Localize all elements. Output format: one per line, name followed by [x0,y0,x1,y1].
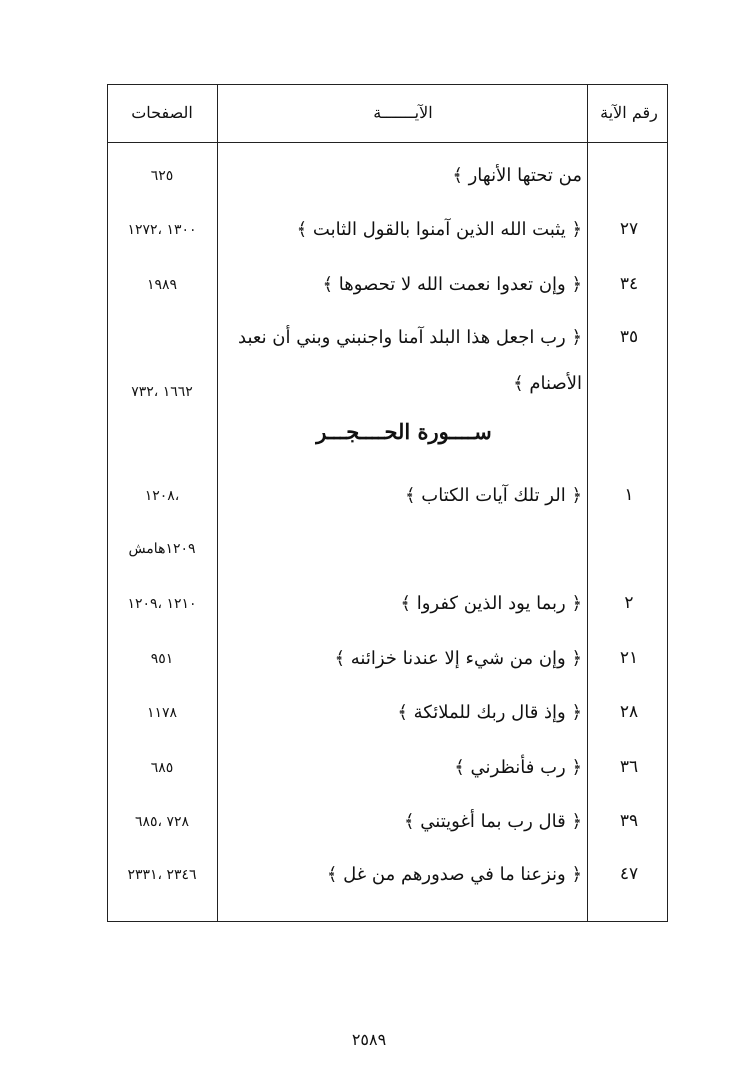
header-verse-number: رقم الآية [600,103,658,122]
page-references: ٧٢٨ ،٦٨٥ [134,814,190,830]
verse-text: ﴿ يثبت الله الذين آمنوا بالقول الثابت ﴾ [296,219,582,240]
verse-number: ١ [624,485,634,505]
verse-number: ٢٧ [619,219,639,239]
header-verse: الآيـــــــة [373,103,433,122]
header-divider [107,142,668,143]
verse-number: ٤٧ [619,864,639,884]
verse-text: ﴿ وإذ قال ربك للملائكة ﴾ [397,702,582,723]
verse-text: ﴿ رب فأنظرني ﴾ [454,757,582,778]
verse-text: ﴿ وإن من شيء إلا عندنا خزائنه ﴾ [334,648,582,669]
page-references: ،١٢٠٨ [144,488,180,504]
verse-text: ﴿ وإن تعدوا نعمت الله لا تحصوها ﴾ [322,274,582,295]
verse-number: ٢١ [619,648,639,668]
page-references: ٩٥١ [150,651,174,667]
page-references: ١٩٨٩ [146,277,178,293]
page-references: ١١٧٨ [146,705,178,721]
verse-text: ﴿ الر تلك آيات الكتاب ﴾ [405,485,582,506]
verse-text: من تحتها الأنهار ﴾ [452,165,582,186]
verse-number: ٣٩ [619,811,639,831]
page-references: ٦٨٥ [150,760,174,776]
page-references: ١٦٦٢ ،٧٣٢ [131,384,193,400]
page-references: ٢٣٤٦ ،٢٣٣١ [127,867,197,883]
page-references: ١٢٠٩هامش [128,541,196,557]
verse-number: ٢ [624,593,634,613]
verse-text: ﴿ رب اجعل هذا البلد آمنا واجنبني وبني أن نعبد [238,327,582,348]
surah-heading: ســــورة الحــــجـــر [316,419,492,444]
verse-number: ٣٥ [619,327,639,347]
verse-number: ٢٨ [619,702,639,722]
page-references: ٦٢٥ [150,168,174,184]
column-divider-number [587,84,588,922]
verse-text: ﴿ ونزعنا ما في صدورهم من غل ﴾ [326,864,582,885]
verse-text: ﴿ قال رب بما أغويتني ﴾ [404,811,582,832]
header-pages: الصفحات [131,103,193,122]
verse-text: الأصنام ﴾ [513,373,582,394]
page-references: ١٣٠٠ ،١٢٧٢ [127,222,197,238]
verse-number: ٣٤ [619,274,639,294]
verse-text: ﴿ ربما يود الذين كفروا ﴾ [400,593,582,614]
page-references: ١٢١٠ ،١٢٠٩ [127,596,197,612]
column-divider-pages [217,84,218,922]
verse-number: ٣٦ [619,757,639,777]
page-number: ٢٥٨٩ [351,1030,387,1049]
